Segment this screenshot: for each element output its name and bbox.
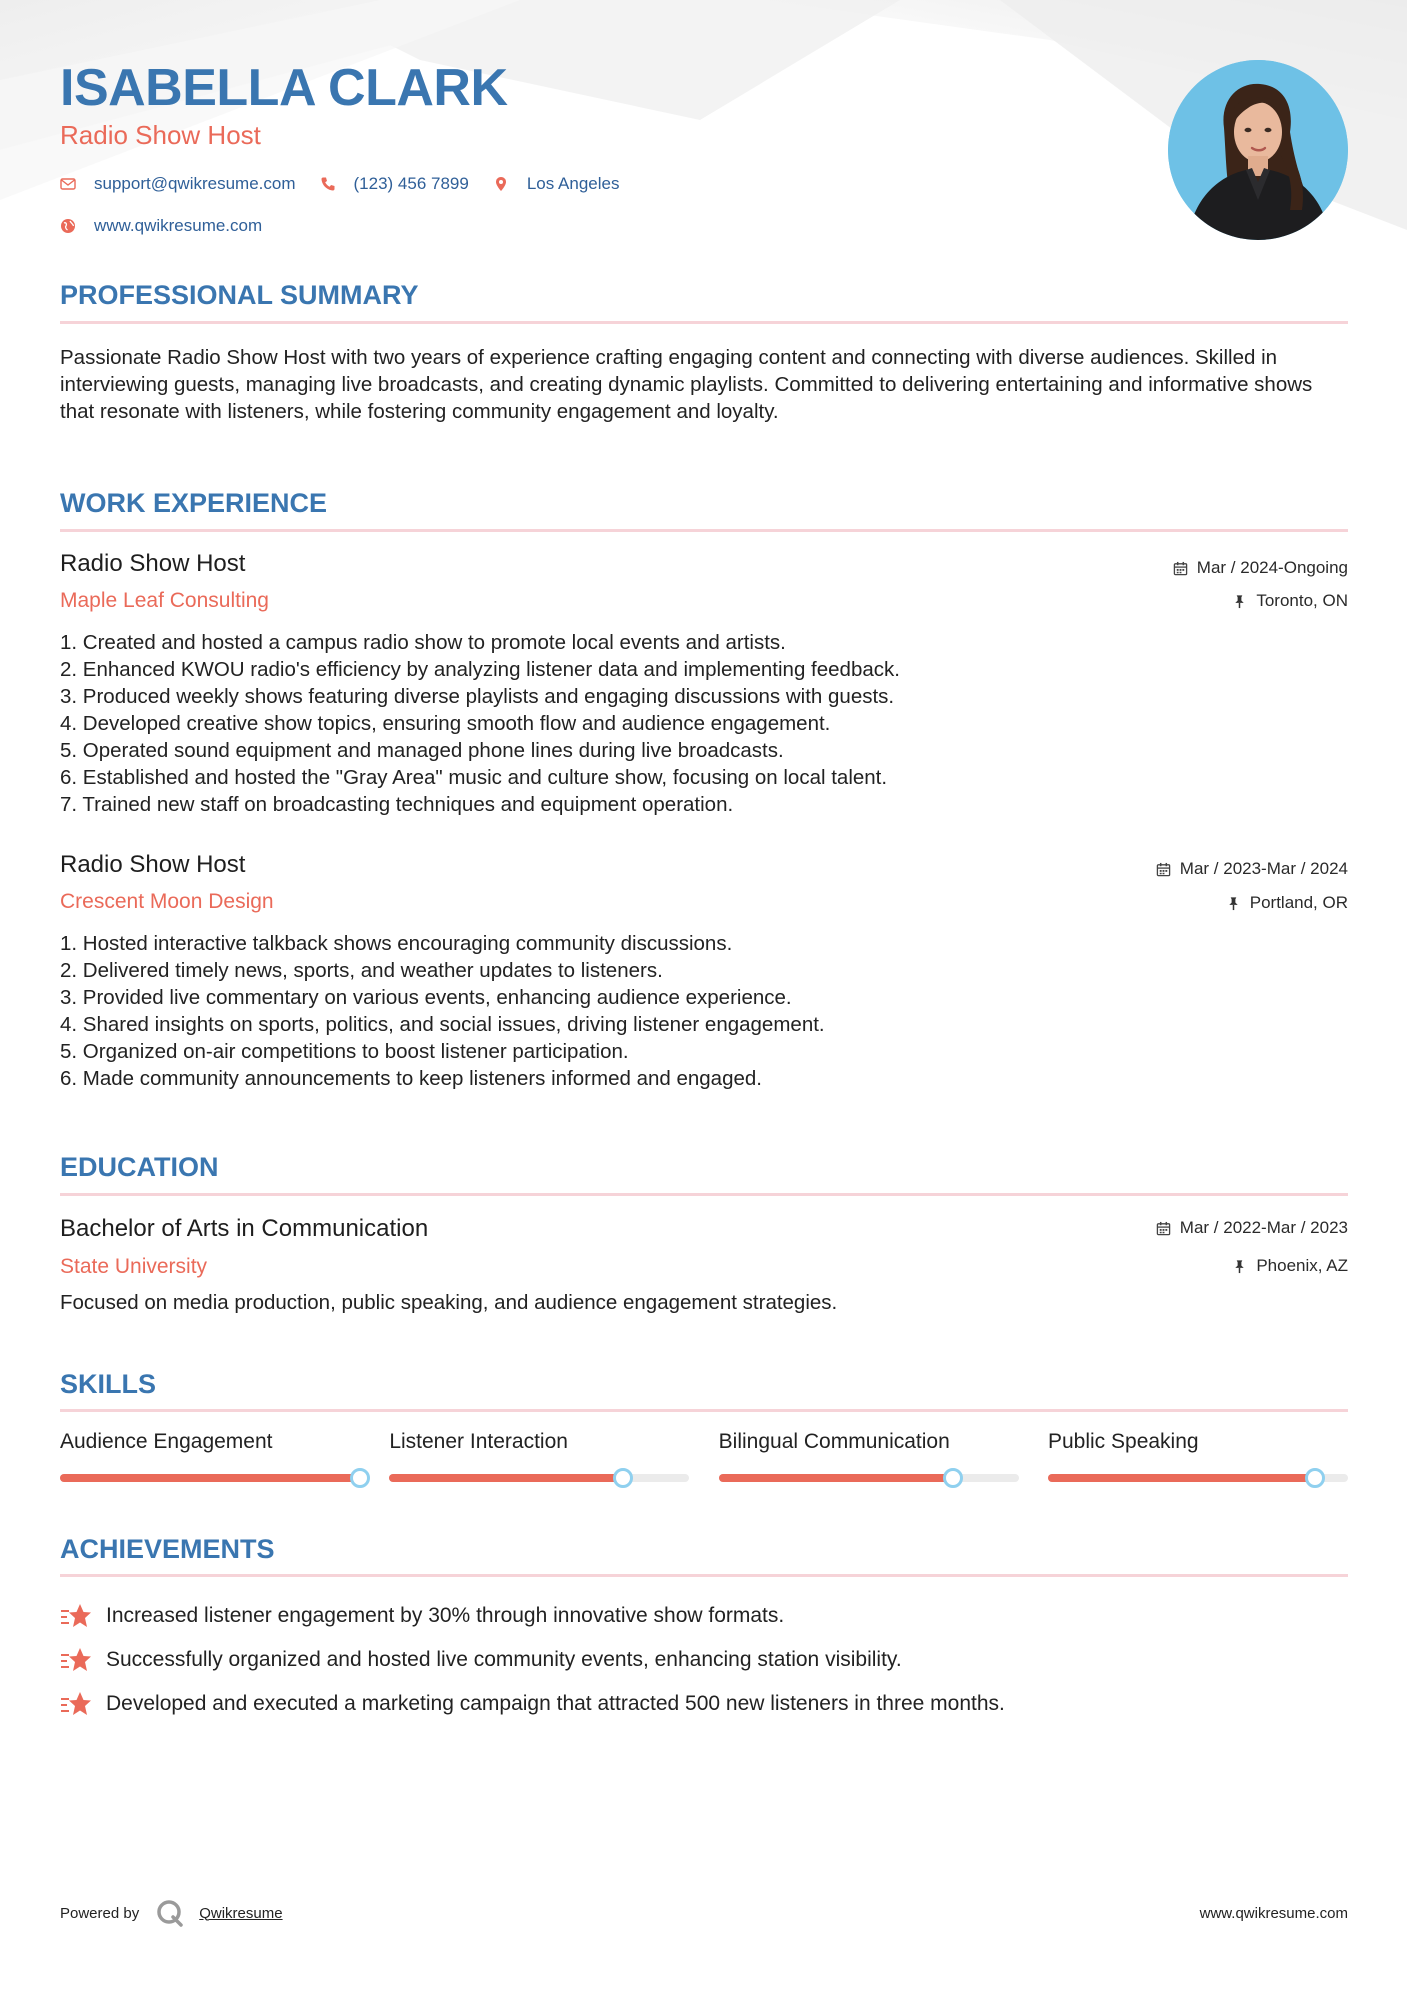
- calendar-icon: [1156, 862, 1171, 877]
- skill-item: [389, 1430, 689, 1490]
- achievements-list: [60, 1594, 1348, 1726]
- list-item: 5. Organized on-air competitions to boost listener participation.: [60, 1040, 629, 1063]
- summary-heading: PROFESSIONAL SUMMARY: [60, 280, 419, 310]
- phone-icon: [320, 176, 336, 192]
- skill-name: Bilingual Communication: [718, 1430, 950, 1453]
- list-item: 5. Operated sound equipment and managed phone lines during live broadcasts.: [60, 739, 784, 762]
- candidate-title: Radio Show Host: [60, 120, 261, 150]
- achievements-heading: ACHIEVEMENTS: [60, 1534, 275, 1564]
- contact-email[interactable]: [60, 174, 296, 194]
- education-heading: EDUCATION: [60, 1152, 219, 1182]
- section-divider: [60, 1574, 1348, 1577]
- job-bullet-list: [60, 930, 1348, 1092]
- pushpin-icon: [1232, 1259, 1247, 1274]
- job-location: [1232, 591, 1348, 611]
- email-text: support@qwikresume.com: [94, 174, 296, 193]
- job-dates: [1156, 859, 1348, 879]
- job-location-text: Portland, OR: [1249, 893, 1348, 912]
- job-dates: [1173, 558, 1348, 578]
- list-item: 6. Made community announcements to keep listeners informed and engaged.: [60, 1067, 762, 1090]
- job-title: Radio Show Host: [60, 851, 246, 878]
- education-dates-text: Mar / 2022-Mar / 2023: [1179, 1218, 1348, 1237]
- skill-level-bar: [719, 1474, 953, 1482]
- experience-heading: WORK EXPERIENCE: [60, 488, 328, 518]
- skill-level-bar: [1048, 1474, 1315, 1482]
- location-text: Los Angeles: [526, 174, 620, 193]
- skill-track: [719, 1474, 1019, 1482]
- skill-name: Listener Interaction: [389, 1430, 568, 1453]
- contact-row-website: [60, 216, 286, 236]
- list-item: 2. Enhanced KWOU radio's efficiency by analyzing listener data and implementing feedback.: [60, 658, 900, 681]
- candidate-name: ISABELLA CLARK: [60, 59, 508, 117]
- contact-website[interactable]: [60, 216, 262, 236]
- achievement-text: Developed and executed a marketing campaign that attracted 500 new listeners in three months.: [106, 1692, 1005, 1715]
- section-divider: [60, 1409, 1348, 1412]
- list-item: 7. Trained new staff on broadcasting techniques and equipment operation.: [60, 793, 734, 816]
- list-item: 3. Produced weekly shows featuring diverse playlists and engaging discussions with guests.: [60, 685, 895, 708]
- calendar-icon: [1173, 561, 1188, 576]
- skill-level-bar: [60, 1474, 360, 1482]
- contact-phone[interactable]: [320, 174, 469, 194]
- list-item: 6. Established and hosted the "Gray Area" music and culture show, focusing on local talent.: [60, 766, 888, 789]
- skills-row: [60, 1430, 1348, 1490]
- website-text: www.qwikresume.com: [94, 216, 263, 235]
- skill-track: [60, 1474, 360, 1482]
- contact-location: [493, 174, 620, 194]
- list-item: 4. Shared insights on sports, politics, and social issues, driving listener engagement.: [60, 1013, 825, 1036]
- list-item: 2. Delivered timely news, sports, and weather updates to listeners.: [60, 959, 663, 982]
- star-icon: [60, 1646, 92, 1674]
- globe-icon: [60, 218, 76, 234]
- achievement-text: Successfully organized and hosted live community events, enhancing station visibility.: [106, 1648, 902, 1671]
- job-title: Radio Show Host: [60, 550, 246, 577]
- envelope-icon: [60, 176, 76, 192]
- skill-level-bar: [389, 1474, 623, 1482]
- brand-link[interactable]: Qwikresume: [199, 1904, 283, 1922]
- job-company: Crescent Moon Design: [60, 890, 274, 913]
- phone-text: (123) 456 7899: [353, 174, 469, 193]
- job-location: [1226, 893, 1348, 913]
- section-divider: [60, 321, 1348, 324]
- list-item: [60, 1594, 1348, 1638]
- skill-level-knob: [1305, 1468, 1325, 1488]
- skill-track: [389, 1474, 689, 1482]
- list-item: 3. Provided live commentary on various events, enhancing audience experience.: [60, 986, 792, 1009]
- degree-title: Bachelor of Arts in Communication: [60, 1215, 429, 1242]
- profile-photo: [1168, 60, 1348, 240]
- skills-heading: SKILLS: [60, 1369, 157, 1399]
- section-divider: [60, 1193, 1348, 1196]
- pushpin-icon: [1232, 594, 1247, 609]
- education-dates: [1156, 1218, 1348, 1238]
- powered-by-label: Powered by: [60, 1904, 140, 1922]
- page-footer: [60, 1898, 1348, 1928]
- footer-branding: [60, 1898, 283, 1928]
- skill-level-knob: [613, 1468, 633, 1488]
- job-dates-text: Mar / 2024-Ongoing: [1196, 558, 1348, 577]
- pushpin-icon: [1226, 896, 1241, 911]
- achievement-text: Increased listener engagement by 30% through innovative show formats.: [106, 1604, 785, 1627]
- skill-item: [719, 1430, 1019, 1490]
- list-item: 1. Created and hosted a campus radio show to promote local events and artists.: [60, 631, 786, 654]
- education-location: [1232, 1256, 1348, 1276]
- star-icon: [60, 1690, 92, 1718]
- section-divider: [60, 529, 1348, 532]
- skill-name: Public Speaking: [1047, 1430, 1199, 1453]
- education-description: Focused on media production, public speaking, and audience engagement strategies.: [60, 1291, 838, 1314]
- skill-level-knob: [350, 1468, 370, 1488]
- list-item: 4. Developed creative show topics, ensuring smooth flow and audience engagement.: [60, 712, 831, 735]
- job-dates-text: Mar / 2023-Mar / 2024: [1179, 859, 1348, 878]
- calendar-icon: [1156, 1221, 1171, 1236]
- map-pin-icon: [493, 176, 509, 192]
- job-bullet-list: [60, 629, 1348, 818]
- school-name: State University: [60, 1255, 208, 1278]
- qwikresume-logo-icon: [155, 1898, 185, 1928]
- summary-text: Passionate Radio Show Host with two years of experience crafting engaging content and connecting with diverse audiences. Skilled in interviewing guests, managing live broadcasts, and creating dynamic playlists. Committed to delivering entertaining and informative shows that resonate with listeners, while fostering community engagement and loyalty.: [60, 346, 1313, 423]
- skill-track: [1048, 1474, 1348, 1482]
- footer-website[interactable]: www.qwikresume.com: [1199, 1904, 1348, 1922]
- list-item: [60, 1638, 1348, 1682]
- star-icon: [60, 1602, 92, 1630]
- skill-item: [60, 1430, 360, 1490]
- skill-name: Audience Engagement: [60, 1430, 273, 1453]
- skill-level-knob: [943, 1468, 963, 1488]
- list-item: 1. Hosted interactive talkback shows encouraging community discussions.: [60, 932, 733, 955]
- job-location-text: Toronto, ON: [1256, 591, 1348, 610]
- skill-item: [1048, 1430, 1348, 1490]
- job-company: Maple Leaf Consulting: [60, 589, 269, 612]
- contact-row: [60, 174, 643, 194]
- list-item: [60, 1682, 1348, 1726]
- education-location-text: Phoenix, AZ: [1256, 1256, 1348, 1275]
- portrait-illustration: [1168, 60, 1348, 240]
